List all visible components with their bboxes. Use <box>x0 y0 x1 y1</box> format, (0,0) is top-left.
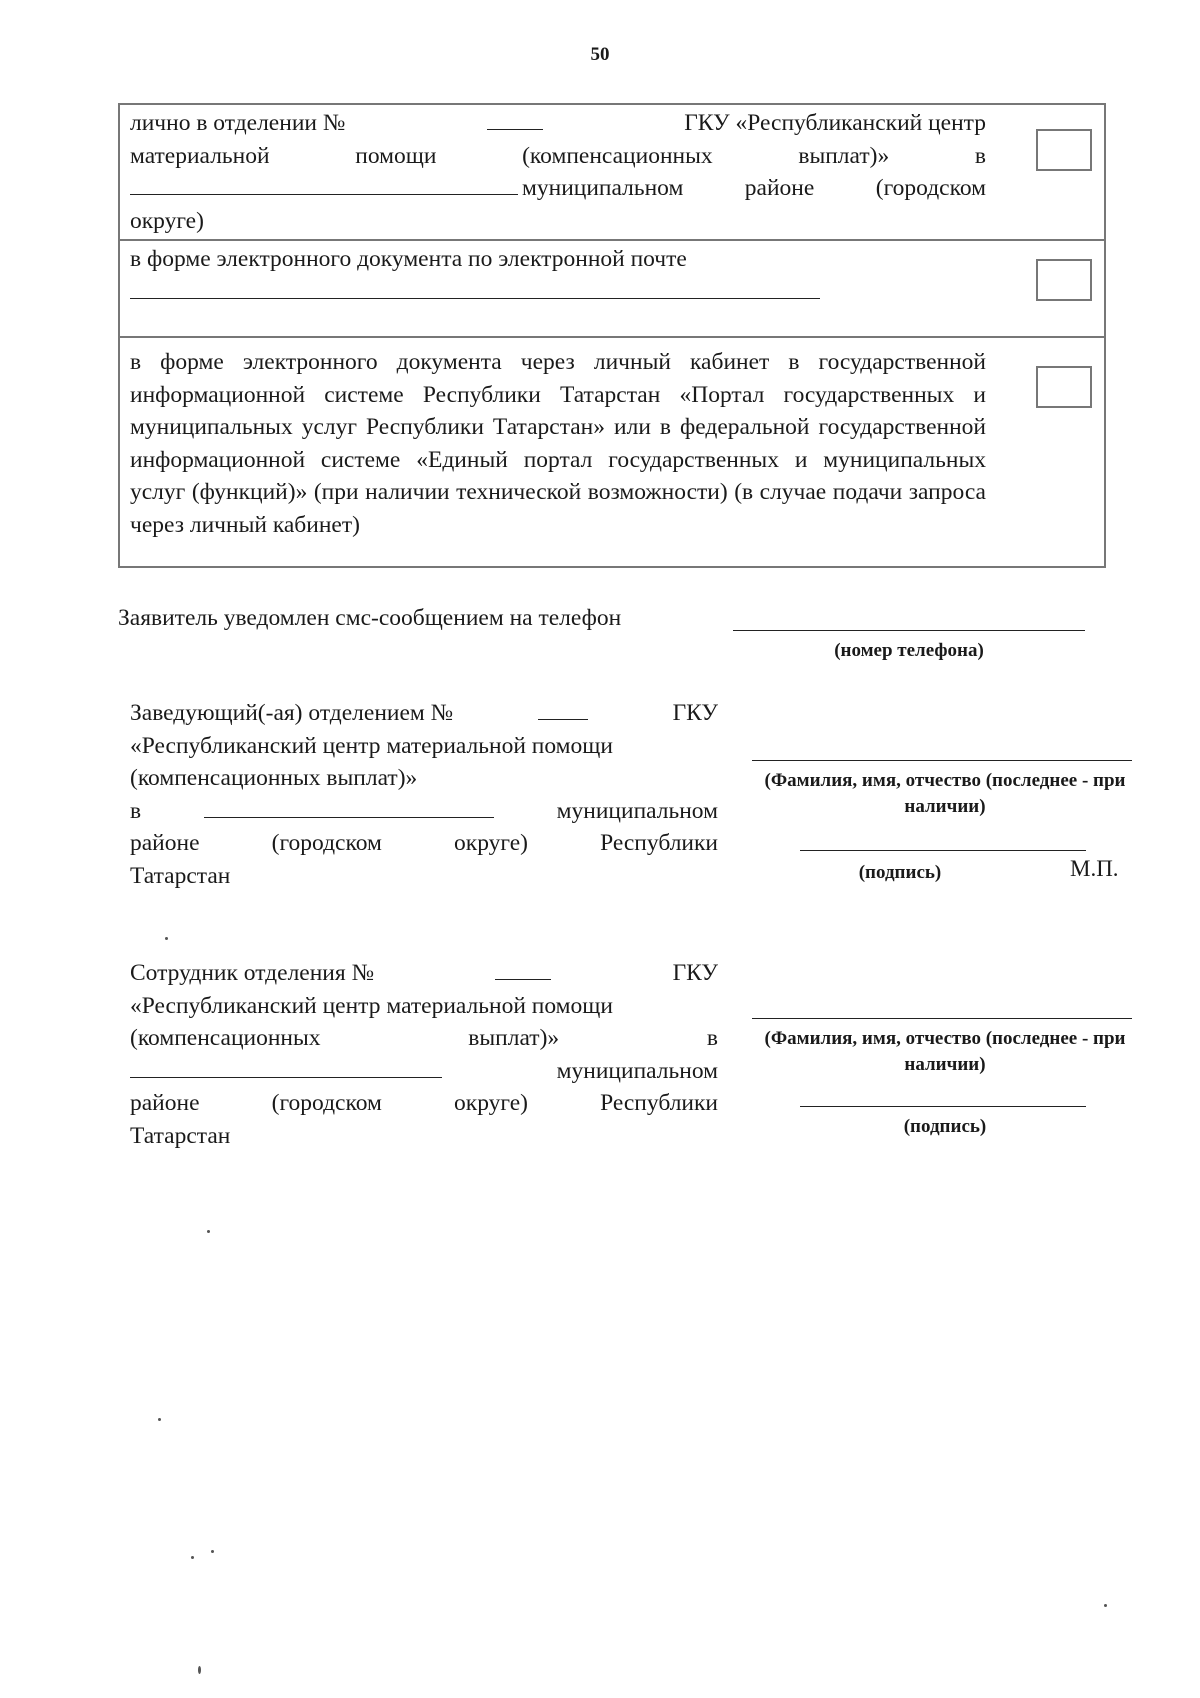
head-district-blank[interactable] <box>204 795 494 818</box>
checkbox-portal[interactable] <box>1036 366 1092 408</box>
head-department-number-blank[interactable] <box>538 697 588 720</box>
option-in-person-line1-after: ГКУ «Республиканский центр <box>684 110 986 136</box>
scan-speck <box>191 1556 194 1559</box>
option-row-in-person <box>119 104 1105 240</box>
head-line1: Заведующий(-ая) отделением № <box>130 700 454 726</box>
head-line3: (компенсационных выплат)» <box>130 765 418 791</box>
scan-speck <box>1104 1604 1107 1607</box>
staff-signature-caption: (подпись) <box>903 1116 987 1137</box>
option-text-email <box>119 240 1008 337</box>
head-of-department-block <box>130 697 718 892</box>
staff-line2: «Республиканский центр материальной помощи <box>130 992 613 1019</box>
head-line5: районе (городском округе) Республики <box>130 830 718 856</box>
district-blank[interactable] <box>130 172 518 195</box>
head-line1-after: ГКУ <box>672 700 718 726</box>
scan-speck <box>198 1666 201 1674</box>
option-in-person-line4: округе) <box>130 207 204 234</box>
head-line6: Татарстан <box>130 862 231 889</box>
scan-speck <box>165 937 168 940</box>
option-text-in-person <box>119 104 1008 240</box>
head-signature-caption: (подпись) <box>858 862 942 883</box>
staff-signature-field[interactable] <box>800 1106 1086 1107</box>
staff-line5: районе (городском округе) Республики <box>130 1090 718 1116</box>
staff-line3: (компенсационных выплат)» в <box>130 1025 718 1051</box>
stamp-mark: М.П. <box>1070 856 1119 881</box>
head-signature-field[interactable] <box>800 850 1086 851</box>
head-line4-before: в <box>130 797 142 824</box>
staff-fio-caption: (Фамилия, имя, отчество (последнее - при наличии) <box>764 1028 1126 1075</box>
option-portal-text: в форме электронного документа через личный кабинет в государственной информационной системе Республики Татарстан «Портал государственных и муниципальных услуг Республики Татарстан» или в федеральной государственной информационной системе «Единый портал государственных и муниципальных услуг (функций)» (при наличии технической возможности) (в случае подачи запроса через личный кабинет) <box>130 349 986 538</box>
staff-line4-after: муниципальном <box>556 1057 718 1084</box>
option-in-person-line1: лично в отделении № <box>130 110 346 136</box>
sms-notification-label: Заявитель уведомлен смс-сообщением на телефон <box>118 605 622 631</box>
scan-speck <box>207 1230 210 1233</box>
phone-number-field[interactable] <box>733 630 1085 631</box>
phone-number-caption: (номер телефона) <box>834 640 984 661</box>
option-text-portal <box>119 337 1008 567</box>
checkbox-email[interactable] <box>1036 259 1092 301</box>
option-row-portal <box>119 337 1105 567</box>
email-blank[interactable] <box>130 276 820 299</box>
head-fio-field[interactable] <box>752 760 1132 761</box>
option-email-text: в форме электронного документа по электронной почте <box>130 246 687 272</box>
page-number: 50 <box>590 44 610 65</box>
option-row-email <box>119 240 1105 337</box>
head-fio-caption: (Фамилия, имя, отчество (последнее - при наличии) <box>764 770 1126 817</box>
staff-member-block <box>130 957 718 1152</box>
staff-line1-after: ГКУ <box>672 960 718 986</box>
staff-line1: Сотрудник отделения № <box>130 960 374 986</box>
scan-speck <box>158 1418 161 1421</box>
delivery-options-table <box>118 103 1106 568</box>
option-in-person-line3: муниципальном районе (городском <box>522 175 986 201</box>
staff-line6: Татарстан <box>130 1122 231 1149</box>
department-number-blank[interactable] <box>487 107 543 130</box>
staff-fio-field[interactable] <box>752 1018 1132 1019</box>
checkbox-in-person[interactable] <box>1036 129 1092 171</box>
staff-district-blank[interactable] <box>130 1055 442 1078</box>
scan-speck <box>211 1550 214 1553</box>
head-line4-after: муниципальном <box>556 797 718 824</box>
staff-department-number-blank[interactable] <box>495 957 551 980</box>
option-in-person-line2: материальной помощи (компенсационных выплат)» в <box>130 142 986 169</box>
head-line2: «Республиканский центр материальной помощи <box>130 732 613 759</box>
